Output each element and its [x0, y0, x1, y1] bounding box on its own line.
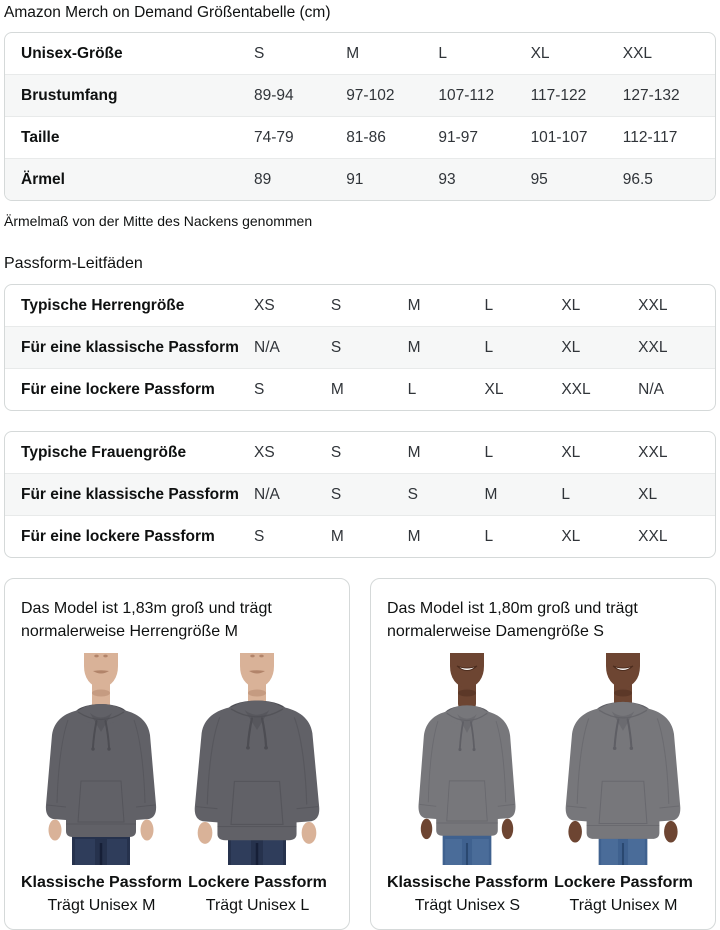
size-caption: Trägt Unisex L: [205, 897, 310, 914]
size-value: XS: [254, 443, 275, 461]
size-value: S: [254, 44, 265, 62]
size-value: 81-86: [346, 117, 438, 159]
size-value: S: [330, 443, 342, 461]
fit-guides-title: Passform-Leitfäden: [4, 255, 143, 272]
size-value: M: [408, 327, 485, 369]
size-value: XXL: [638, 327, 715, 369]
size-value: XXL: [638, 296, 668, 314]
size-value: L: [484, 443, 494, 461]
size-value: S: [408, 474, 485, 516]
model-photo-men-classic: [26, 653, 176, 865]
fit-guide-table-women: [4, 431, 716, 558]
size-value: 127-132: [623, 75, 715, 117]
fit-caption: Klassische Passform: [21, 874, 182, 891]
table-row: [5, 474, 715, 516]
size-value: XL: [530, 44, 550, 62]
size-value: 93: [438, 159, 530, 201]
size-value: 91: [346, 159, 438, 201]
size-value: XXL: [638, 443, 668, 461]
size-value: L: [408, 369, 485, 411]
size-value: 89-94: [254, 75, 346, 117]
size-value: 112-117: [623, 117, 715, 159]
size-value: M: [407, 296, 421, 314]
size-value: M: [408, 516, 485, 558]
fit-caption: Klassische Passform: [387, 874, 548, 891]
table-row-chest: [5, 75, 715, 117]
size-value: M: [407, 443, 421, 461]
sleeve-note: Ärmelmaß von der Mitte des Nackens genommen: [4, 213, 313, 229]
size-value: S: [331, 474, 408, 516]
size-value: 101-107: [531, 117, 623, 159]
size-value: L: [484, 327, 561, 369]
size-value: 91-97: [438, 117, 530, 159]
table-row: [5, 516, 715, 558]
size-value: M: [346, 44, 360, 62]
size-value: 107-112: [438, 75, 530, 117]
table-row-header: [5, 33, 715, 75]
table-row-waist: [5, 117, 715, 159]
row-label: Brustumfang: [5, 75, 254, 117]
figure-loose-fit: [548, 653, 699, 917]
size-value: XL: [484, 369, 561, 411]
row-label: Für eine lockere Passform: [5, 516, 254, 558]
size-value: M: [484, 474, 561, 516]
figure-classic-fit: [21, 653, 182, 917]
row-label: Für eine lockere Passform: [5, 369, 254, 411]
fit-guide-table-men: [4, 284, 716, 411]
size-value: XL: [638, 474, 715, 516]
model-card-heading: Das Model ist 1,83m groß und trägt normalerweise Herrengröße M: [21, 600, 272, 640]
model-photo-men-loose: [182, 653, 332, 865]
size-value: L: [438, 44, 447, 62]
size-value: N/A: [638, 369, 715, 411]
size-value: 97-102: [346, 75, 438, 117]
size-value: 95: [531, 159, 623, 201]
table-row: [5, 285, 715, 327]
size-value: XL: [561, 516, 638, 558]
row-label: Ärmel: [5, 159, 254, 201]
size-value: XL: [561, 296, 581, 314]
size-value: XS: [254, 296, 275, 314]
size-value: 117-122: [531, 75, 623, 117]
row-label: Unisex-Größe: [21, 44, 123, 62]
table-row: [5, 432, 715, 474]
model-card-heading: Das Model ist 1,80m groß und trägt normalerweise Damengröße S: [387, 600, 638, 640]
size-value: XXL: [638, 516, 715, 558]
row-label: Typische Herrengröße: [21, 296, 185, 314]
size-value: S: [254, 516, 331, 558]
size-chart-table: [4, 32, 716, 201]
size-value: XXL: [622, 44, 653, 62]
figure-classic-fit: [387, 653, 548, 917]
size-value: S: [254, 369, 331, 411]
row-label: Für eine klassische Passform: [5, 474, 254, 516]
model-card-men: [4, 578, 350, 930]
fit-caption: Lockere Passform: [554, 874, 693, 891]
size-value: L: [561, 474, 638, 516]
size-caption: Trägt Unisex S: [414, 897, 521, 914]
table-row-sleeve: [5, 159, 715, 201]
table-row: [5, 327, 715, 369]
model-photo-women-loose: [548, 653, 698, 865]
figure-loose-fit: [182, 653, 333, 917]
size-caption: Trägt Unisex M: [569, 897, 678, 914]
page-title: Amazon Merch on Demand Größentabelle (cm): [4, 4, 331, 21]
size-value: XL: [561, 327, 638, 369]
size-value: N/A: [254, 327, 331, 369]
size-value: S: [331, 327, 408, 369]
size-value: L: [484, 516, 561, 558]
size-value: M: [331, 516, 408, 558]
size-value: XL: [561, 443, 581, 461]
row-label: Für eine klassische Passform: [5, 327, 254, 369]
size-value: S: [330, 296, 342, 314]
row-label: Typische Frauengröße: [21, 443, 187, 461]
row-label: Taille: [5, 117, 254, 159]
table-row: [5, 369, 715, 411]
size-value: L: [484, 296, 494, 314]
size-caption: Trägt Unisex M: [47, 897, 156, 914]
model-card-women: [370, 578, 716, 930]
size-value: 89: [254, 159, 346, 201]
fit-caption: Lockere Passform: [188, 874, 327, 891]
model-photo-women-classic: [392, 653, 542, 865]
size-value: N/A: [254, 474, 331, 516]
size-value: 74-79: [254, 117, 346, 159]
model-cards: [4, 578, 716, 930]
size-value: M: [331, 369, 408, 411]
size-value: 96.5: [623, 159, 715, 201]
size-value: XXL: [561, 369, 638, 411]
